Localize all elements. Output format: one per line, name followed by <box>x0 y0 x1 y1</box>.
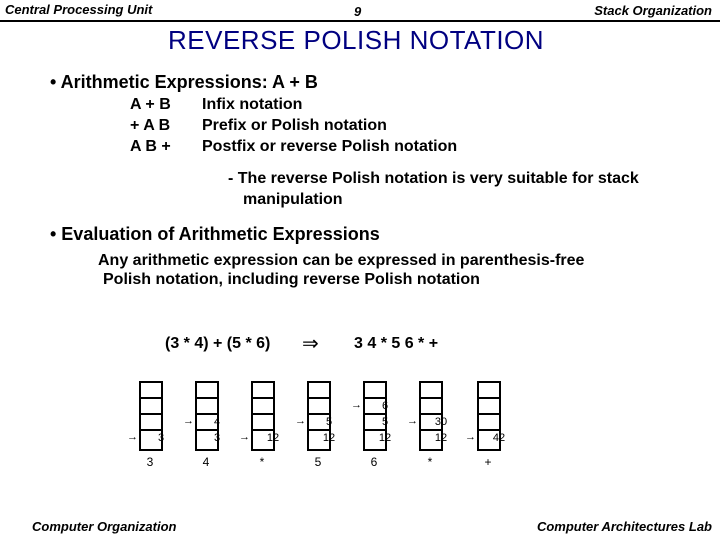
stack-slot-divider <box>365 413 385 415</box>
stack-slot-divider <box>479 429 499 431</box>
header-topic: Stack Organization <box>594 3 712 18</box>
notation-expr-prefix: + A B <box>130 117 171 134</box>
stack-top-arrow-icon: → <box>407 415 418 427</box>
stack-token-label: * <box>259 455 265 469</box>
stack-slot-divider <box>253 413 273 415</box>
stack-token-label: 4 <box>202 455 210 469</box>
stack-cell-value: 4 <box>213 416 221 428</box>
page-number: 9 <box>354 4 362 19</box>
stack-slot-divider <box>479 397 499 399</box>
footer-right: Computer Architectures Lab <box>536 519 712 534</box>
header-course-title: Central Processing Unit <box>5 2 153 17</box>
notation-desc-postfix: Postfix or reverse Polish notation <box>202 138 458 155</box>
stack-slot-divider <box>253 397 273 399</box>
stack-token-label: 5 <box>314 455 322 469</box>
stack-slot-divider <box>421 397 441 399</box>
stack-slot-divider <box>421 429 441 431</box>
stack-slot-divider <box>365 429 385 431</box>
stack-cell-value: 5 <box>381 416 389 428</box>
stack-cell-value: 42 <box>492 432 506 444</box>
bullet-evaluation: • Evaluation of Arithmetic Expressions <box>50 224 380 244</box>
stack-cell-value: 6 <box>381 400 389 412</box>
stack-slot-divider <box>141 413 161 415</box>
header-rule <box>0 20 720 22</box>
stack-slot-divider <box>309 429 329 431</box>
stack-token-label: 3 <box>146 455 154 469</box>
rpn-note-line1: - The reverse Polish notation is very suitable for stack <box>228 170 639 187</box>
stack-cell-value: 5 <box>325 416 333 428</box>
stack-slot-divider <box>141 397 161 399</box>
stack-token-label: * <box>427 455 433 469</box>
stack-top-arrow-icon: → <box>295 415 306 427</box>
evaluation-text-line1: Any arithmetic expression can be expressed in parenthesis-free <box>98 252 585 269</box>
stack-slot-divider <box>365 397 385 399</box>
stack-cell-value: 12 <box>266 432 280 444</box>
stack-top-arrow-icon: → <box>239 431 250 443</box>
stack-slot-divider <box>253 429 273 431</box>
stack-slot-divider <box>197 397 217 399</box>
stack-slot-divider <box>197 413 217 415</box>
notation-desc-infix: Infix notation <box>202 96 303 113</box>
slide-title: REVERSE POLISH NOTATION <box>168 25 545 55</box>
stack-top-arrow-icon: → <box>351 399 362 411</box>
notation-expr-postfix: A B + <box>130 138 171 155</box>
footer-left: Computer Organization <box>32 519 177 534</box>
stack-slot-divider <box>197 429 217 431</box>
stack-slot-divider <box>309 413 329 415</box>
stack-slot-divider <box>141 429 161 431</box>
stack-top-arrow-icon: → <box>127 431 138 443</box>
stack-token-label: + <box>484 455 492 469</box>
stack-slot-divider <box>479 413 499 415</box>
infix-expression: (3 * 4) + (5 * 6) <box>165 335 271 352</box>
notation-expr-infix: A + B <box>130 96 171 113</box>
implies-arrow-icon: ⇒ <box>302 333 319 355</box>
stack-cell-value: 3 <box>213 432 221 444</box>
rpn-expression: 3 4 * 5 6 * + <box>354 335 439 352</box>
stack-token-label: 6 <box>370 455 378 469</box>
stack-top-arrow-icon: → <box>183 415 194 427</box>
stack-cell-value: 12 <box>434 432 448 444</box>
bullet-arithmetic-expressions: • Arithmetic Expressions: A + B <box>50 72 318 92</box>
rpn-note-line2: manipulation <box>243 191 343 208</box>
evaluation-text-line2: Polish notation, including reverse Polish notation <box>103 271 480 288</box>
stack-cell-value: 3 <box>157 432 165 444</box>
stack-cell-value: 30 <box>434 416 448 428</box>
notation-desc-prefix: Prefix or Polish notation <box>202 117 387 134</box>
stack-top-arrow-icon: → <box>465 431 476 443</box>
stack-cell-value: 12 <box>322 432 336 444</box>
stack-slot-divider <box>421 413 441 415</box>
stack-cell-value: 12 <box>378 432 392 444</box>
stack-slot-divider <box>309 397 329 399</box>
